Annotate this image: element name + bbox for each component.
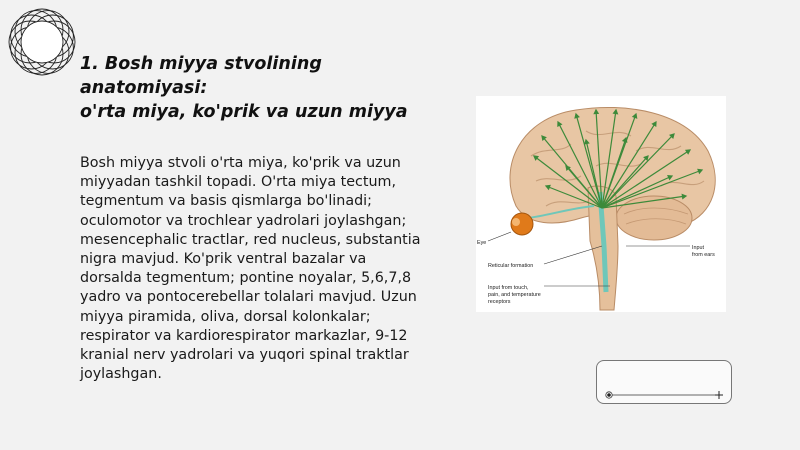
- media-player-control[interactable]: [596, 360, 732, 404]
- label-eye: Eye: [477, 240, 487, 246]
- brainstem-illustration: [476, 96, 726, 312]
- label-touch-line-1: Input from touch,: [488, 285, 529, 291]
- label-ears-line-1: Input: [692, 245, 704, 251]
- record-dot-icon[interactable]: [606, 392, 612, 398]
- slide-title: [80, 52, 440, 124]
- circular-knot-logo-icon: [6, 6, 78, 78]
- label-ears-line-2: from ears: [692, 252, 715, 258]
- label-touch-line-2: pain, and temperature: [488, 292, 541, 298]
- cerebellum-shape: [616, 196, 692, 240]
- title-line-2: o'rta miya, ko'prik va uzun miyya: [80, 102, 408, 122]
- plus-icon[interactable]: [715, 391, 723, 399]
- label-touch-line-3: receptors: [488, 299, 511, 305]
- body-paragraph: Bosh miyya stvoli o'rta miya, ko'prik va uzun miyyadan tashkil topadi. O'rta miya tectum, tegmentum va basis qismlarga bo'linadi; oculomotor va trochlear yadrolari joylashgan; mesencephalic tractlar, red nucleus, substantia nigra mavjud. Ko'prik ventral bazalar va dorsalda tegmentum; pontine noyalar, 5,6,7,8 yadro va pontocerebellar tolalari mavjud. Uzun miyya piramida, oliva, dorsal kolonkalar; respirator va kardiorespirator markazlar, 9-12 kranial nerv yadrolari va yuqori spinal traktlar joylashgan.: [80, 155, 421, 383]
- label-reticular-formation: Reticular formation: [488, 263, 534, 269]
- title-line-1: 1. Bosh miyya stvolining anatomiyasi:: [80, 54, 322, 98]
